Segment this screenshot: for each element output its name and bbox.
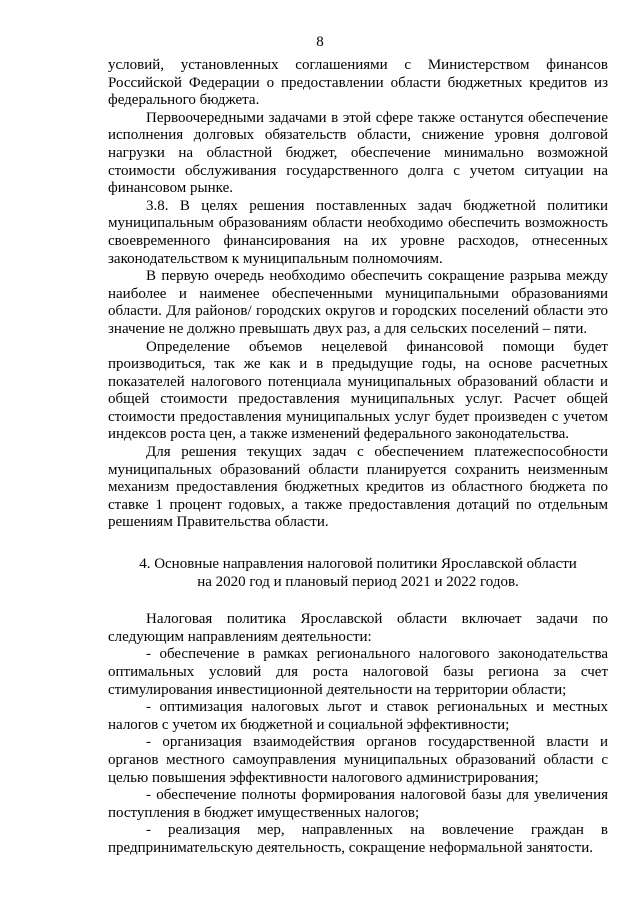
paragraph: Первоочередными задачами в этой сфере также останутся обеспечение исполнения долговых обязательств области, снижение уровня долговой нагрузки на областной бюджет, обеспечение минимально возможной стоимости обслуживания государственного долга с учетом ситуации на финансовом рынке. bbox=[108, 109, 608, 197]
page-number: 8 bbox=[316, 34, 324, 50]
paragraph-3-8: 3.8. В целях решения поставленных задач бюджетной политики муниципальным образованиям области необходимо обеспечить возможность своевременного финансирования на их уровне расходов, отнесенных законодательством к муниципальным полномочиям. bbox=[108, 197, 608, 267]
paragraph: Налоговая политика Ярославской области включает задачи по следующим направлениям деятельности: bbox=[108, 611, 608, 645]
paragraph: Определение объемов нецелевой финансовой помощи будет производиться, так же как и в предыдущие годы, на основе расчетных показателей налогового потенциала муниципальных образований области и общей стоимости предоставления муниципальных услуг. Расчет общей стоимости предоставления муниципальных услуг будет произведен с учетом индексов роста цен, а также изменений федерального законодательства. bbox=[108, 338, 608, 443]
list-item: - оптимизация налоговых льгот и ставок региональных и местных налогов с учетом их бюджетной и социальной эффективности; bbox=[108, 699, 608, 733]
list-item: - обеспечение полноты формирования налоговой базы для увеличения поступления в бюджет имущественных налогов; bbox=[108, 787, 608, 821]
section-heading-line: на 2020 год и плановый период 2021 и 2022 годов. bbox=[197, 573, 519, 590]
section-heading bbox=[108, 556, 608, 591]
document-body bbox=[108, 57, 608, 858]
list-item: - реализация мер, направленных на вовлечение граждан в предпринимательскую деятельность, сокращение неформальной занятости. bbox=[108, 822, 608, 856]
paragraph: Для решения текущих задач с обеспечением платежеспособности муниципальных образований области планируется сохранить неизменным механизм предоставления бюджетных кредитов из областного бюджета по ставке 1 процент годовых, а также предоставления дотаций по отдельным решениям Правительства области. bbox=[108, 444, 608, 531]
list-item: - организация взаимодействия органов государственной власти и органов местного самоуправления муниципальных образований области с целью повышения эффективности налогового администрирования; bbox=[108, 734, 608, 786]
paragraph: В первую очередь необходимо обеспечить сокращение разрыва между наиболее и наименее обеспеченными муниципальными образованиями области. Для районов/ городских округов и городских поселений области это значение не должно превышать двух раз, а для сельских поселений – пяти. bbox=[108, 268, 608, 337]
section-heading-line: 4. Основные направления налоговой политики Ярославской области bbox=[139, 556, 577, 573]
list-item: - обеспечение в рамках регионального налогового законодательства оптимальных условий для роста налоговой базы региона за счет стимулирования инвестиционной деятельности на территории области; bbox=[108, 646, 608, 698]
paragraph-continuation: условий, установленных соглашениями с Министерством финансов Российской Федерации о предоставлении области бюджетных кредитов из федерального бюджета. bbox=[108, 57, 608, 109]
